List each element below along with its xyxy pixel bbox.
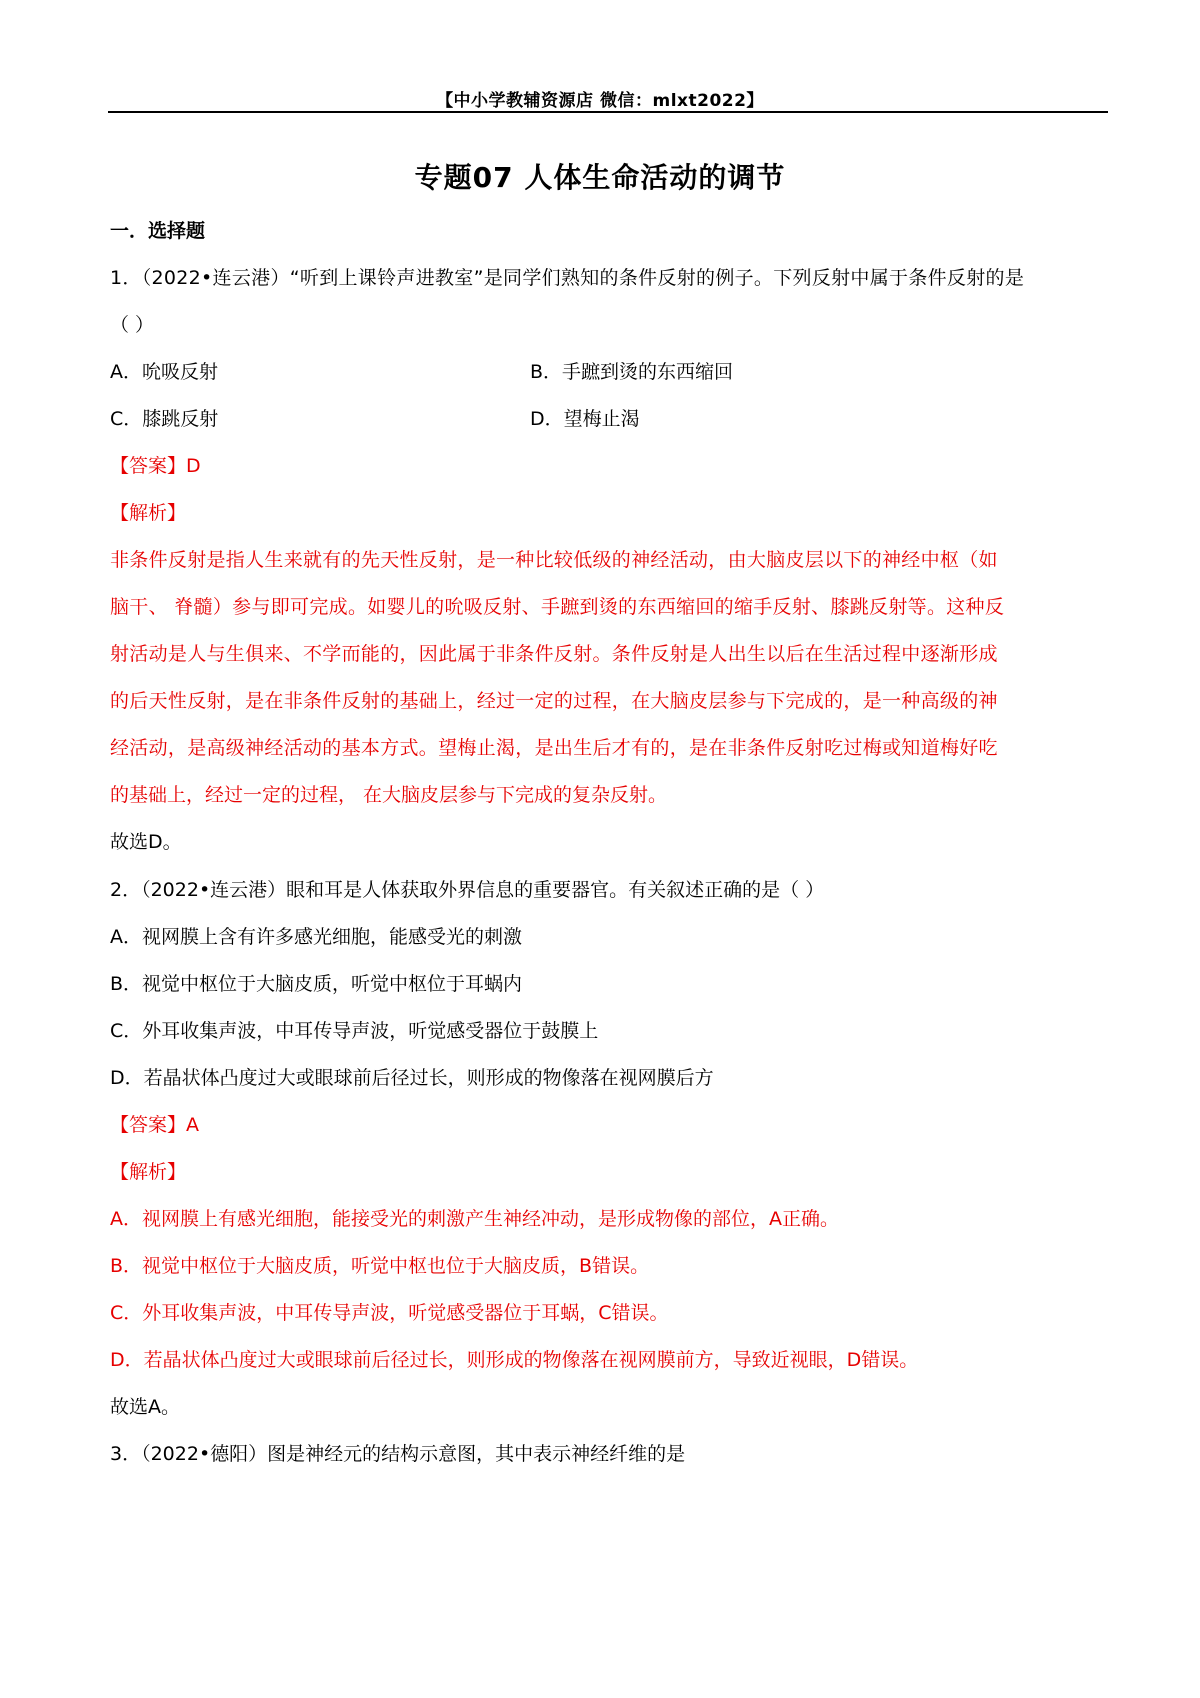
header-divider [108, 111, 1108, 113]
q2-option-a: A．视网膜上含有许多感光细胞，能感受光的刺激 [110, 926, 522, 948]
q1-option-d: D．望梅止渴 [530, 408, 640, 430]
q3-stem: 3．（2022•德阳）图是神经元的结构示意图，其中表示神经纤维的是 [110, 1443, 686, 1465]
q1-analysis-line: 非条件反射是指人生来就有的先天性反射，是一种比较低级的神经活动，由大脑皮层以下的神经中枢（如 [110, 549, 998, 571]
q2-option-c: C．外耳收集声波，中耳传导声波，听觉感受器位于鼓膜上 [110, 1020, 599, 1042]
q2-option-b: B．视觉中枢位于大脑皮质，听觉中枢位于耳蜗内 [110, 973, 523, 995]
q2-analysis-label: 【解析】 [110, 1161, 187, 1183]
q1-analysis-line: 经活动，是高级神经活动的基本方式。望梅止渴，是出生后才有的，是在非条件反射吃过梅或知道梅好吃 [110, 737, 998, 759]
q2-conclusion: 故选A。 [110, 1396, 180, 1418]
q1-analysis-line: 射活动是人与生俱来、不学而能的，因此属于非条件反射。条件反射是人出生以后在生活过程中逐渐形成 [110, 643, 998, 665]
section-heading: 一．选择题 [110, 220, 206, 242]
q2-stem: 2．（2022•连云港）眼和耳是人体获取外界信息的重要器官。有关叙述正确的是（ ） [110, 879, 825, 901]
q1-stem-line2: （ ） [110, 314, 155, 336]
q1-stem-line1: 1．（2022•连云港）“听到上课铃声进教室”是同学们熟知的条件反射的例子。下列反射中属于条件反射的是 [110, 267, 1025, 289]
page-header: 【中小学教辅资源店 微信：mlxt2022】 [436, 91, 764, 111]
q1-answer: 【答案】D [110, 455, 201, 477]
q2-answer: 【答案】A [110, 1114, 199, 1136]
q2-analysis-line: B．视觉中枢位于大脑皮质，听觉中枢也位于大脑皮质，B错误。 [110, 1255, 650, 1277]
q2-analysis-line: D．若晶状体凸度过大或眼球前后径过长，则形成的物像落在视网膜前方，导致近视眼，D错误。 [110, 1349, 919, 1371]
q2-analysis-line: A．视网膜上有感光细胞，能接受光的刺激产生神经冲动，是形成物像的部位，A正确。 [110, 1208, 839, 1230]
q1-option-c: C．膝跳反射 [110, 408, 219, 430]
q1-conclusion: 故选D。 [110, 831, 182, 853]
document-title: 专题07 人体生命活动的调节 [414, 161, 786, 194]
q1-option-a: A．吮吸反射 [110, 361, 218, 383]
q1-analysis-line: 脑干、 脊髓）参与即可完成。如婴儿的吮吸反射、手蹠到烫的东西缩回的缩手反射、膝跳反射等。这种反 [110, 596, 1005, 618]
q1-analysis-line: 的后天性反射，是在非条件反射的基础上，经过一定的过程，在大脑皮层参与下完成的，是一种高级的神 [110, 690, 998, 712]
q1-analysis-line: 的基础上，经过一定的过程， 在大脑皮层参与下完成的复杂反射。 [110, 784, 668, 806]
q2-option-d: D．若晶状体凸度过大或眼球前后径过长，则形成的物像落在视网膜后方 [110, 1067, 714, 1089]
q1-analysis-label: 【解析】 [110, 502, 187, 524]
q2-analysis-line: C．外耳收集声波，中耳传导声波，听觉感受器位于耳蜗，C错误。 [110, 1302, 669, 1324]
q1-option-b: B．手蹠到烫的东西缩回 [530, 361, 734, 383]
